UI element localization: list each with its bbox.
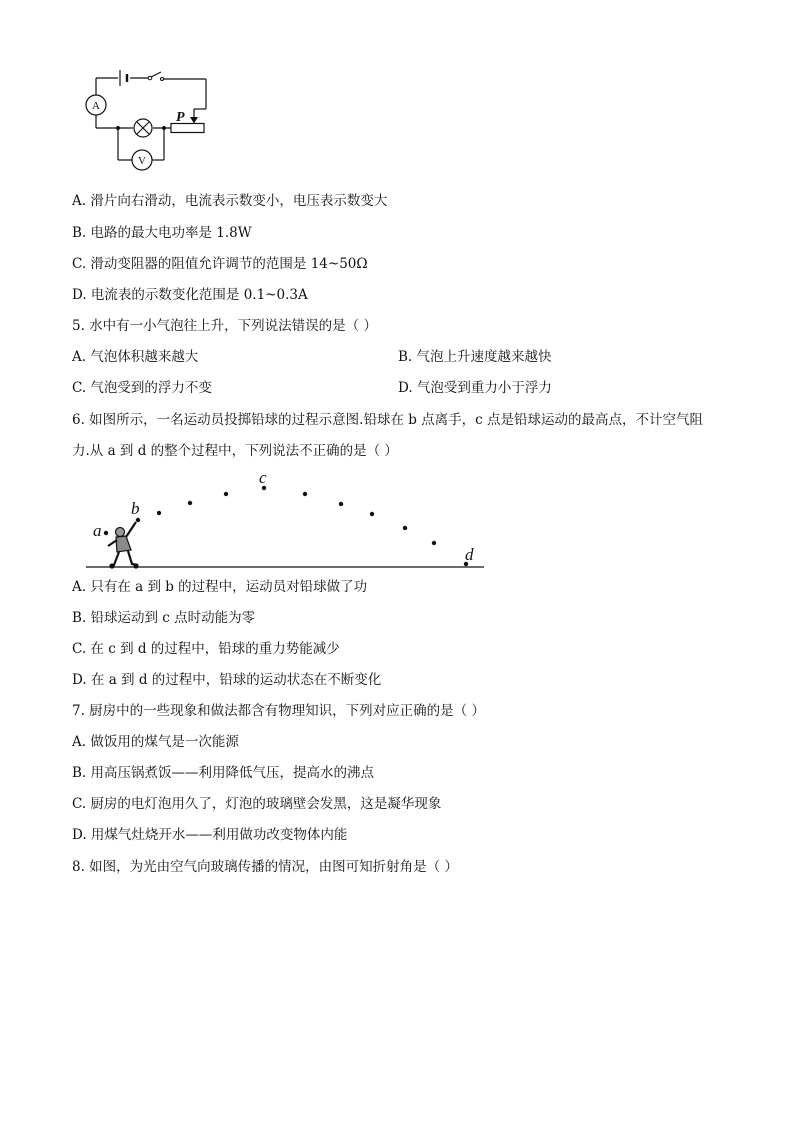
circuit-diagram: [76, 66, 216, 178]
point-label-c: c: [259, 470, 267, 487]
q7-stem: 7. 厨房中的一些现象和做法都含有物理知识，下列对应正确的是（ ）: [72, 703, 485, 719]
ball-point: [188, 501, 192, 505]
q6-stem-line-2: 力.从 a 到 d 的整个过程中，下列说法不正确的是（ ）: [72, 443, 398, 459]
ball-point: [104, 531, 108, 535]
switch-blade: [151, 72, 161, 77]
q8-stem: 8. 如图，为光由空气向玻璃传播的情况，由图可知折射角是（ ）: [72, 859, 458, 875]
ball-point: [432, 541, 436, 545]
q5-stem: 5. 水中有一小气泡往上升，下列说法错误的是（ ）: [72, 318, 377, 334]
q7-option-b: B. 用高压锅煮饭——利用降低气压，提高水的沸点: [72, 765, 375, 781]
ball-point: [370, 512, 374, 516]
ball-point: [303, 492, 307, 496]
q6-option-d: D. 在 a 到 d 的过程中，铅球的运动状态在不断变化: [72, 672, 382, 688]
q5-option-b: B. 气泡上升速度越来越快: [398, 349, 552, 365]
q7-option-d: D. 用煤气灶烧开水——利用做功改变物体内能: [72, 827, 348, 843]
shot-put-trajectory-figure: [86, 470, 486, 574]
voltmeter-label: V: [138, 155, 146, 167]
junction-dot: [162, 126, 166, 130]
ball-point: [157, 511, 161, 515]
point-label-b: b: [131, 499, 140, 518]
q6-option-c: C. 在 c 到 d 的过程中，铅球的重力势能减少: [72, 641, 340, 657]
switch-contact: [161, 78, 164, 81]
q6-stem-line-1: 6. 如图所示，一名运动员投掷铅球的过程示意图.铅球在 b 点离手，c 点是铅球运动的最高点，不计空气阻: [72, 412, 704, 428]
point-label-a: a: [93, 521, 102, 540]
athlete: [108, 522, 138, 568]
q4-option-d: D. 电流表的示数变化范围是 0.1~0.3A: [72, 287, 308, 303]
q4-option-c: C. 滑动变阻器的阻值允许调节的范围是 14~50Ω: [72, 256, 368, 272]
q6-option-a: A. 只有在 a 到 b 的过程中，运动员对铅球做了功: [72, 579, 368, 595]
ball-point: [136, 518, 140, 522]
q4-option-b: B. 电路的最大电功率是 1.8W: [72, 225, 252, 241]
slider-arrow-head: [190, 117, 198, 124]
q6-option-b: B. 铅球运动到 c 点时动能为零: [72, 610, 256, 626]
q4-option-a: A. 滑片向右滑动，电流表示数变小，电压表示数变大: [72, 193, 388, 209]
q5-option-a: A. 气泡体积越来越大: [72, 349, 199, 365]
q7-option-a: A. 做饭用的煤气是一次能源: [72, 734, 239, 750]
q5-option-d: D. 气泡受到重力小于浮力: [398, 380, 552, 396]
junction-dot: [116, 126, 120, 130]
ball-point: [339, 502, 343, 506]
slider-label: P: [176, 110, 185, 125]
q7-option-c: C. 厨房的电灯泡用久了，灯泡的玻璃壁会发黑，这是凝华现象: [72, 796, 442, 812]
ball-point: [403, 526, 407, 530]
point-label-d: d: [465, 545, 474, 564]
ball-point: [224, 492, 228, 496]
q5-option-c: C. 气泡受到的浮力不变: [72, 380, 212, 396]
ammeter-label: A: [92, 100, 100, 112]
